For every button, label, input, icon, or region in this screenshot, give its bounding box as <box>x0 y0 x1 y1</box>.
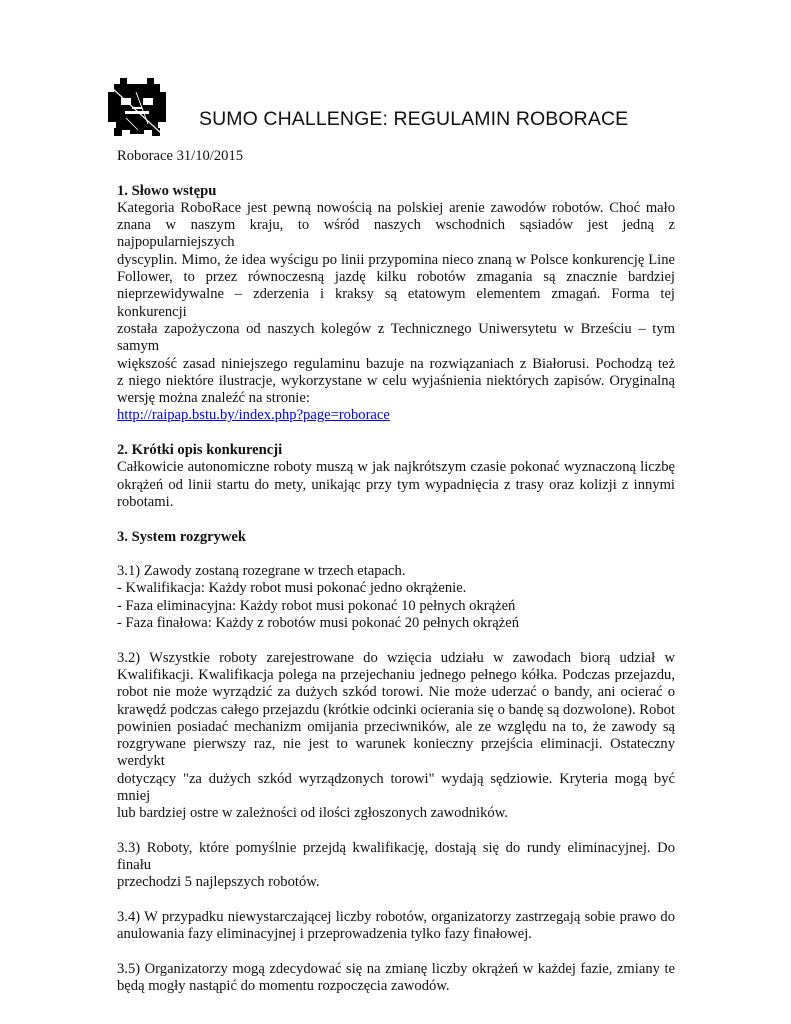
paragraph-3-2-line: rozgrywane pierwszy raz, nie jest to warunek konieczny przejścia eliminacji. Ostateczny werdykt <box>117 736 675 770</box>
paragraph-3-4-line: 3.4) W przypadku niewystarczającej liczby robotów, organizatorzy zastrzegają sobie prawo do <box>117 909 675 926</box>
paragraph-3-1-line: 3.1) Zawody zostaną rozegrane w trzech etapach. <box>117 563 406 580</box>
pixel-robot-logo-icon <box>108 78 166 136</box>
paragraph-3-2-line: lub bardziej ostre w zależności od ilości zgłoszonych zawodników. <box>117 805 508 822</box>
paragraph-3-1-line: - Faza finałowa: Każdy z robotów musi pokonać 20 pełnych okrążeń <box>117 615 520 632</box>
section-1-line: z niego niektóre ilustracje, wykorzystane w celu wyjaśnienia niektórych zapisów. Oryginalną <box>117 372 675 389</box>
paragraph-3-5-line: 3.5) Organizatorzy mogą zdecydować się na zmianę liczby okrążeń w każdej fazie, zmiany te <box>117 960 675 977</box>
paragraph-3-4-line: anulowania fazy eliminacyjnej i przeprowadzenia tylko fazy finałowej. <box>117 926 532 943</box>
section-2-line: robotami. <box>117 493 174 510</box>
paragraph-3-2-line: Kwalifikacji. Kwalifikacja polega na przejechaniu jednego pełnego kółka. Podczas przejazdu, <box>117 666 675 683</box>
section-1-heading: 1. Słowo wstępu <box>117 182 217 199</box>
section-1-line: większość zasad niniejszego regulaminu bazuje na rozwiązaniach z Białorusi. Pochodzą też <box>117 355 675 372</box>
section-1-line: dyscyplin. Mimo, że idea wyścigu po linii przypomina nieco znaną w Polsce konkurencję Line <box>117 251 675 268</box>
paragraph-3-3-line: 3.3) Roboty, które pomyślnie przejdą kwalifikację, dostają się do rundy eliminacyjnej. Do finału <box>117 839 675 874</box>
section-3-heading: 3. System rozgrywek <box>117 528 247 545</box>
section-1-line: nieprzewidywalne – zderzenia i kraksy są etatowym elementem zmagań. Forma tej konkurencji <box>117 286 675 320</box>
paragraph-3-1-line: - Faza eliminacyjna: Każdy robot musi pokonać 10 pełnych okrążeń <box>117 597 516 614</box>
paragraph-3-2-line: robot nie może wyrządzić za dużych szkód torowi. Nie może uderzać o bandy, ani ocierać o <box>117 684 675 701</box>
paragraph-3-2-line: powinien posiadać mechanizm omijania przeciwników, ale ze względu na to, że zawody są <box>117 718 675 735</box>
section-1-line: została zapożyczona od naszych kolegów z Technicznego Uniwersytetu w Brześciu – tym samym <box>117 320 675 355</box>
section-2-heading: 2. Krótki opis konkurencji <box>117 442 283 459</box>
section-1-line: znana w naszym kraju, to wśród naszych wschodnich sąsiadów jest jedną z najpopularniejszych <box>117 217 675 251</box>
paragraph-3-2-line: dotyczący "za dużych szkód wyrządzonych torowi" wydają sędziowie. Kryteria mogą być mniej <box>117 770 675 804</box>
date-line: Roborace 31/10/2015 <box>117 148 244 164</box>
section-2-line: Całkowicie autonomiczne roboty muszą w jak najkrótszym czasie pokonać wyznaczoną liczbę <box>117 459 675 476</box>
source-link[interactable]: http://raipap.bstu.by/index.php?page=roborace <box>117 407 390 424</box>
document-body <box>117 148 675 996</box>
page-title: SUMO CHALLENGE: REGULAMIN ROBORACE <box>199 108 629 130</box>
paragraph-3-3-line: przechodzi 5 najlepszych robotów. <box>117 874 320 891</box>
paragraph-3-2-line: krawędź podczas całego przejazdu (krótkie odcinki ocierania się o bandę są dozwolone). Robot <box>117 701 675 718</box>
section-1-line: Follower, to przez równoczesną jazdę kilku robotów zmagania są znacznie bardziej <box>117 269 675 286</box>
paragraph-3-2-line: 3.2) Wszystkie roboty zarejestrowane do wzięcia udziału w zawodach biorą udział w <box>117 649 675 666</box>
section-1-line: wersję można znaleźć na stronie: <box>117 390 310 407</box>
section-1-line: Kategoria RoboRace jest pewną nowością na polskiej arenie zawodów robotów. Choć mało <box>117 199 675 216</box>
section-2-line: okrążeń od linii startu do mety, unikając przy tym wypadnięcia z trasy oraz kolizji z innymi <box>117 476 675 493</box>
paragraph-3-1-line: - Kwalifikacja: Każdy robot musi pokonać jedno okrążenie. <box>117 580 467 597</box>
paragraph-3-5-line: będą mogły nastąpić do momentu rozpoczęcia zawodów. <box>117 978 450 995</box>
